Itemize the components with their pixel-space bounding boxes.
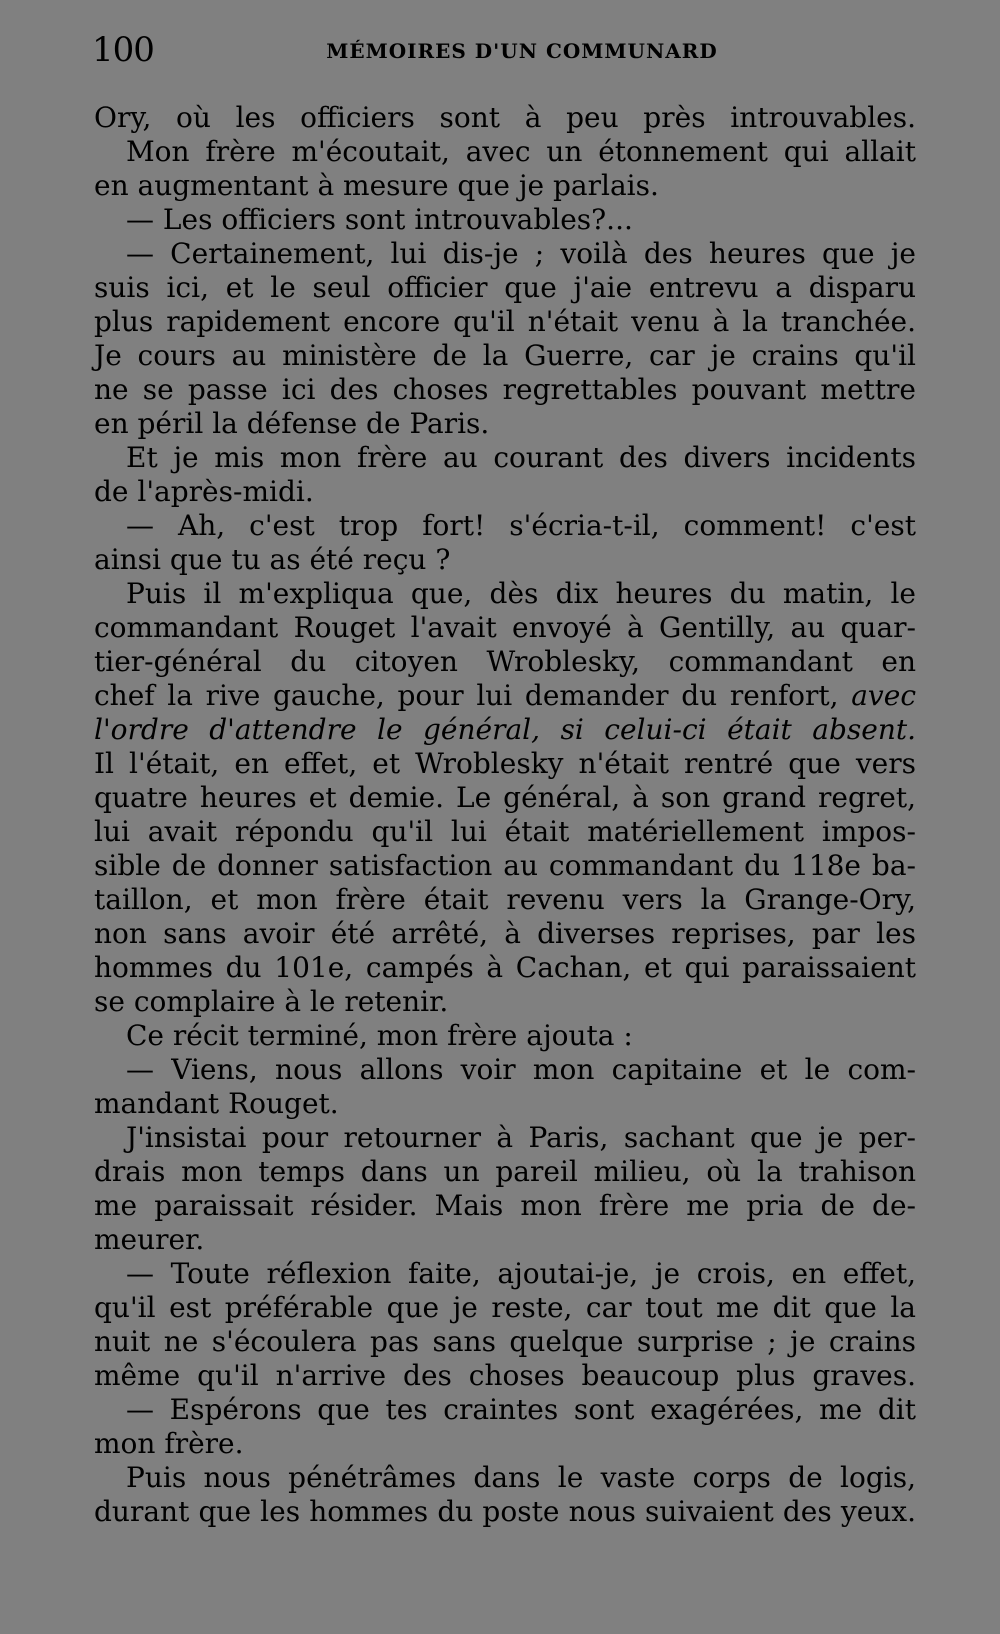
- text-line: ainsi que tu as été reçu ?: [94, 543, 451, 576]
- text-line: — Viens, nous allons voir mon capitaine et le com-: [126, 1053, 916, 1086]
- text-line-italic: l'ordre d'attendre le général, si celui-ci était absent.: [94, 713, 916, 746]
- text-line: — Ah, c'est trop fort! s'écria-t-il, comment! c'est: [126, 509, 916, 542]
- text-line: [94, 679, 916, 713]
- italic-segment: avec: [851, 679, 916, 712]
- text-line: hommes du 101e, campés à Cachan, et qui paraissaient: [94, 951, 916, 984]
- text-line: en péril la défense de Paris.: [94, 407, 490, 440]
- text-line: suis ici, et le seul officier que j'aie entrevu a disparu: [94, 271, 916, 304]
- text-line: drais mon temps dans un pareil milieu, où la trahison: [94, 1155, 916, 1188]
- text-line: commandant Rouget l'avait envoyé à Gentilly, au quar-: [94, 611, 916, 644]
- text-line: — Les officiers sont introuvables?...: [126, 203, 633, 236]
- text-line: non sans avoir été arrêté, à diverses reprises, par les: [94, 917, 916, 950]
- text-line: nuit ne s'écoulera pas sans quelque surprise ; je crains: [94, 1325, 916, 1358]
- text-line: taillon, et mon frère était revenu vers la Grange-Ory,: [94, 883, 916, 916]
- text-line: Ce récit terminé, mon frère ajouta :: [126, 1019, 633, 1052]
- text-line: durant que les hommes du poste nous suivaient des yeux.: [94, 1495, 916, 1528]
- text-line: Je cours au ministère de la Guerre, car je crains qu'il: [94, 339, 916, 372]
- text-line: Il l'était, en effet, et Wroblesky n'était rentré que vers: [94, 747, 916, 780]
- text-line: — Toute réflexion faite, ajoutai-je, je crois, en effet,: [126, 1257, 916, 1290]
- text-line: meurer.: [94, 1223, 205, 1256]
- page-header: [92, 30, 912, 70]
- running-title: MÉMOIRES D'UN COMMUNARD: [326, 39, 718, 63]
- text-line: quatre heures et demie. Le général, à son grand regret,: [94, 781, 916, 814]
- text-line: J'insistai pour retourner à Paris, sachant que je per-: [126, 1121, 916, 1154]
- text-line: ne se passe ici des choses regrettables pouvant mettre: [94, 373, 916, 406]
- text-line: Ory, où les officiers sont à peu près introuvables.: [94, 101, 916, 134]
- body-text: [94, 101, 916, 1529]
- text-line: en augmentant à mesure que je parlais.: [94, 169, 659, 202]
- text-line: Mon frère m'écoutait, avec un étonnement qui allait: [126, 135, 916, 168]
- text-line: lui avait répondu qu'il lui était matériellement impos-: [94, 815, 916, 848]
- text-line: — Certainement, lui dis-je ; voilà des heures que je: [126, 237, 916, 270]
- text-segment: chef la rive gauche, pour lui demander du renfort,: [94, 679, 839, 712]
- text-line: tier-général du citoyen Wroblesky, commandant en: [94, 645, 916, 678]
- text-line: me paraissait résider. Mais mon frère me pria de de-: [94, 1189, 916, 1222]
- text-line: — Espérons que tes craintes sont exagérées, me dit: [126, 1393, 916, 1426]
- text-line: de l'après-midi.: [94, 475, 314, 508]
- text-line: mon frère.: [94, 1427, 244, 1460]
- text-line: Puis nous pénétrâmes dans le vaste corps de logis,: [126, 1461, 916, 1494]
- text-line: sible de donner satisfaction au commandant du 118e ba-: [94, 849, 916, 882]
- text-line: même qu'il n'arrive des choses beaucoup plus graves.: [94, 1359, 916, 1392]
- text-line: mandant Rouget.: [94, 1087, 339, 1120]
- page-number: 100: [92, 30, 154, 70]
- text-line: se complaire à le retenir.: [94, 985, 449, 1018]
- text-line: plus rapidement encore qu'il n'était venu à la tranchée.: [94, 305, 916, 338]
- text-line: Puis il m'expliqua que, dès dix heures du matin, le: [126, 577, 916, 610]
- text-line: Et je mis mon frère au courant des divers incidents: [126, 441, 916, 474]
- text-line: qu'il est préférable que je reste, car tout me dit que la: [94, 1291, 916, 1324]
